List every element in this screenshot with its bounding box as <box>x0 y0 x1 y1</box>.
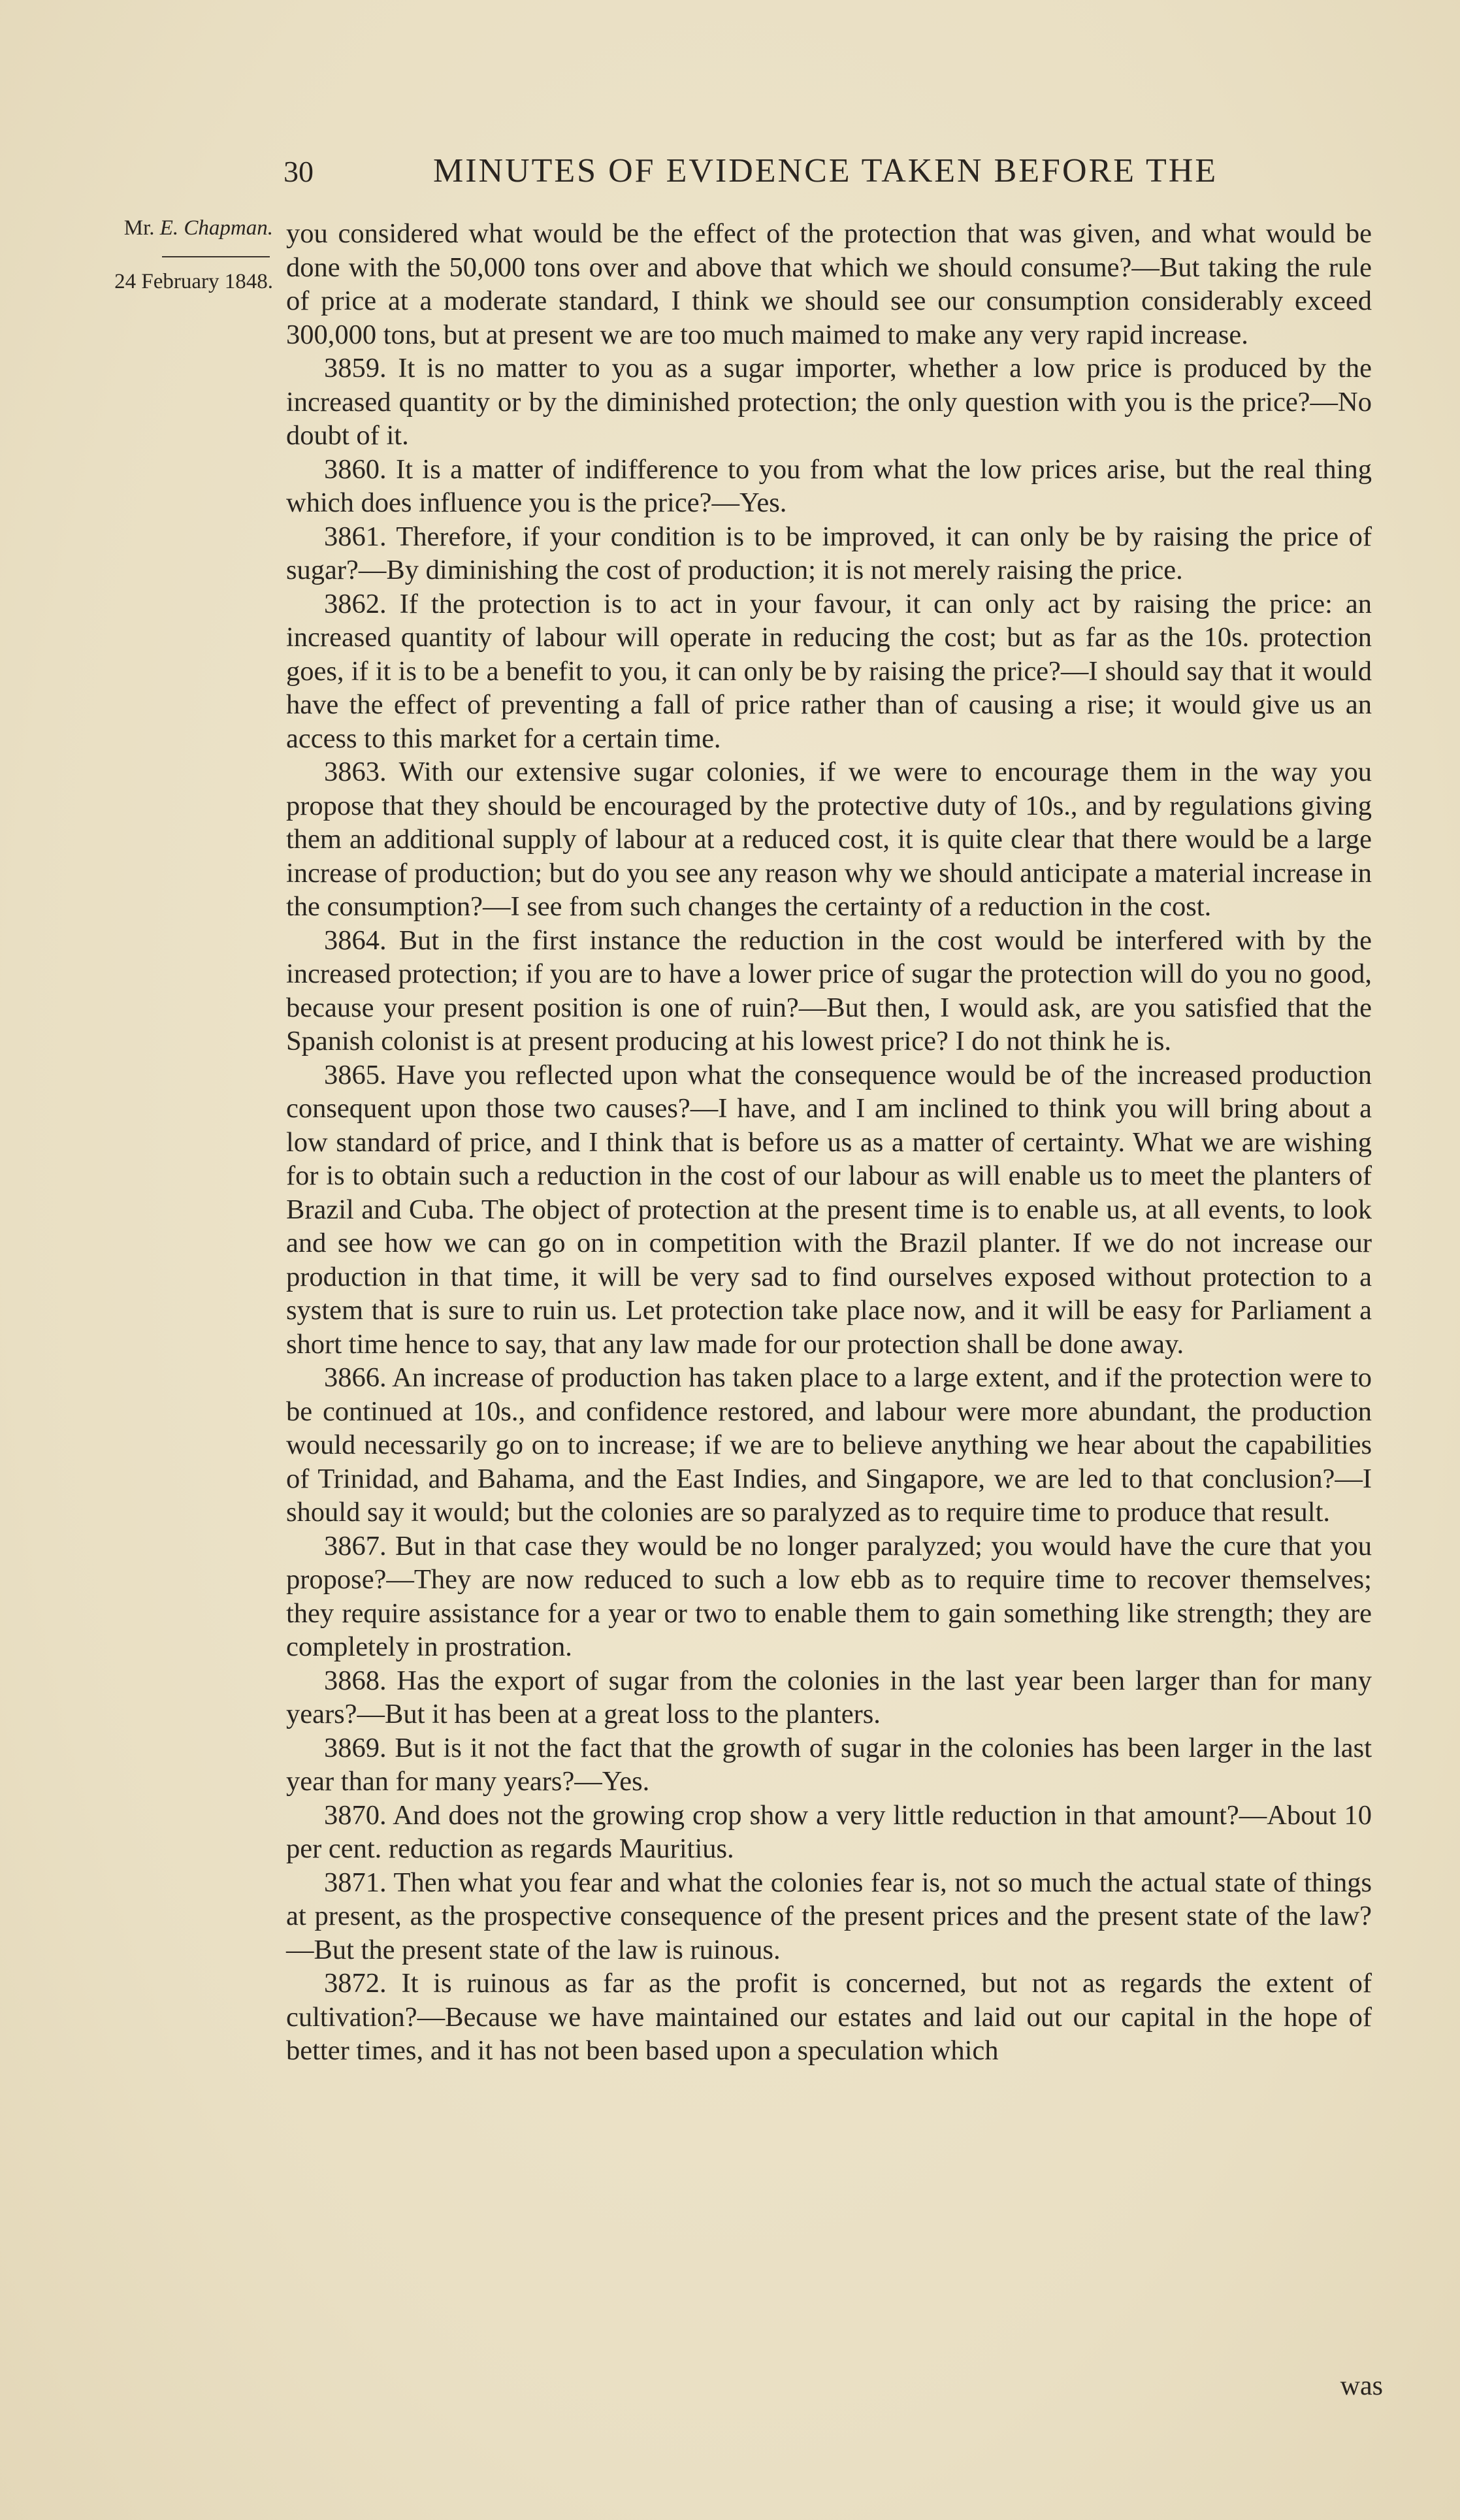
question-3859: 3859. It is no matter to you as a sugar importer, whether a low price is produced by the increased quantity or by the diminished protection; the only question with you is the price?—No doubt of it. <box>286 353 1372 451</box>
running-title: MINUTES OF EVIDENCE TAKEN BEFORE THE <box>433 152 1218 189</box>
question-3867: 3867. But in that case they would be no longer paralyzed; you would have the cure that you propose?—They are now reduced to such a low ebb as to require time to recover themselves; they require assistance for a year or two to enable them to gain something like strength; they are completely in prostration. <box>286 1530 1372 1662</box>
question-3860: 3860. It is a matter of indifference to you from what the low prices arise, but the real thing which does influence you is the price?—Yes. <box>286 453 1372 518</box>
question-3866: 3866. An increase of production has taken place to a large extent, and if the protection were to be continued at 10s., and confidence restored, and labour were more abundant, the production would necessarily go on to increase; if we are to believe anything we hear about the capabilities of Trinidad, and Bahama, and the East Indies, and Singapore, we are led to that conclusion?—I should say it would; but the colonies are so paralyzed as to require time to produce that result. <box>286 1362 1372 1528</box>
question-3864: 3864. But in the first instance the reduction in the cost would be interfered with by the increased protection; if you are to have a lower price of sugar the protection will do you no good, because your present position is one of ruin?—But then, I would ask, are you satisfied that the Spanish colonist is at present producing at his lowest price? I do not think he is. <box>286 925 1372 1056</box>
catchword: was <box>1340 2371 1383 2401</box>
page-header <box>281 149 1378 195</box>
question-3863: 3863. With our extensive sugar colonies, if we were to encourage them in the way you propose that they should be encouraged by the protective duty of 10s., and by regulations giving them an additional supply of labour at a reduced cost, it is quite clear that there would be a large increase of production; but do you see any reason why we should anticipate a material increase in the consumption?—I see from such changes the certainty of a reduction in the cost. <box>286 757 1372 922</box>
question-3871: 3871. Then what you fear and what the colonies fear is, not so much the actual state of things at present, as the prospective consequence of the present prices and the present state of the law?—But the present state of the law is ruinous. <box>286 1867 1372 1965</box>
question-3869: 3869. But is it not the fact that the growth of sugar in the colonies has been larger in the last year than for many years?—Yes. <box>286 1732 1372 1797</box>
hearing-date: 24 February 1848. <box>114 269 273 293</box>
question-3865: 3865. Have you reflected upon what the consequence would be of the increased production consequent upon those two causes?—I have, and I am inclined to think you will bring about a low standard of price, and I think that is before us as a matter of certainty. What we are wishing for is to obtain such a reduction in the cost of our labour as will enable us to meet the planters of Brazil and Cuba. The object of protection at the present time is to enable us, at all events, to look and see how we can go on in competition with the Brazil planter. If we do not increase our production in that time, it will be very sad to find ourselves exposed without protection to a system that is sure to ruin us. Let protection take place now, and it will be easy for Parliament a short time hence to say, that any law made for our protection shall be done away. <box>286 1059 1372 1360</box>
evidence-text <box>286 217 1372 2068</box>
witness-name: Mr. E. Chapman. <box>123 216 273 240</box>
question-3868: 3868. Has the export of sugar from the colonies in the last year been larger than for many years?—But it has been at a great loss to the planters. <box>286 1665 1372 1729</box>
page-number: 30 <box>284 155 314 188</box>
question-3872: 3872. It is ruinous as far as the profit is concerned, but not as regards the extent of cultivation?—Because we have maintained our estates and laid out our capital in the hope of better times, and it has not been based upon a speculation which <box>286 1968 1372 2066</box>
question-3870: 3870. And does not the growing crop show a very little reduction in that amount?—About 10 per cent. reduction as regards Mauritius. <box>286 1799 1372 1864</box>
margin-sidenote <box>77 216 273 295</box>
sidenote-rule <box>162 256 270 257</box>
paragraph-continuation: you considered what would be the effect of the protection that was given, and what would be done with the 50,000 tons over and above that which we should consume?—But taking the rule of price at a moderate standard, I think we should see our consumption considerably exceed 300,000 tons, but at present we are too much maimed to make any very rapid increase. <box>286 218 1372 350</box>
question-3861: 3861. Therefore, if your condition is to be improved, it can only be by raising the price of sugar?—By diminishing the cost of production; it is not merely raising the price. <box>286 521 1372 585</box>
question-3862: 3862. If the protection is to act in your favour, it can only act by raising the price: an increased quantity of labour will operate in reducing the cost; but as far as the 10s. protection goes, if it is to be a benefit to you, it can only be by raising the price?—I should say that it would have the effect of preventing a fall of price rather than of causing a rise; it would give us an access to this market for a certain time. <box>286 588 1372 754</box>
